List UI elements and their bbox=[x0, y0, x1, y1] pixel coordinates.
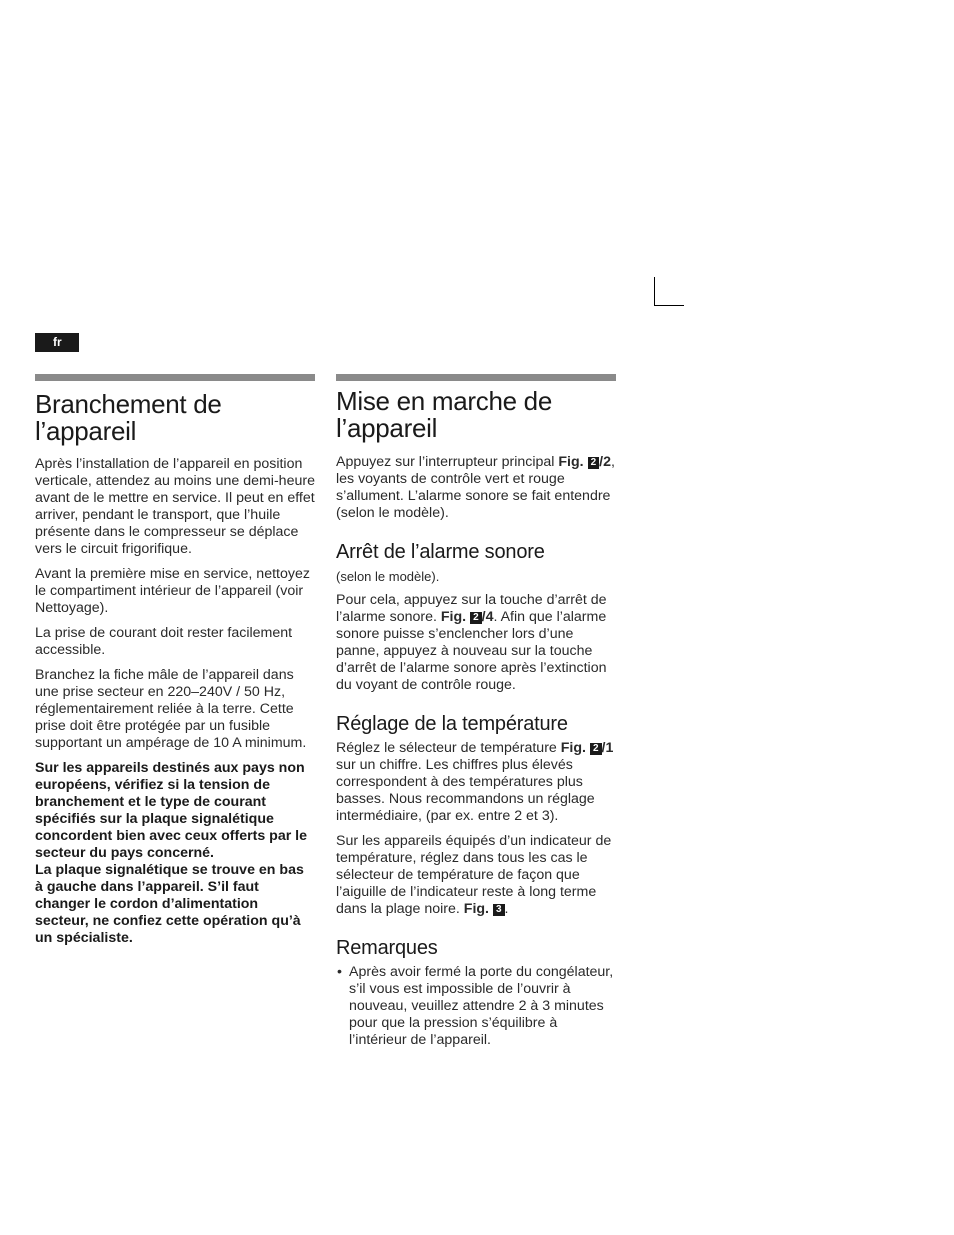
fig-label: Fig. bbox=[560, 740, 590, 756]
fig-label: Fig. bbox=[440, 609, 471, 625]
paragraph: Sur les appareils équipés d’un indicateur de température, réglez dans tous les cas le sélecteur de température de façon que l’aiguille de l’indicateur reste à long terme dans la plage noire. Fig. 3 . bbox=[336, 833, 612, 917]
subsection-heading: Arrêt de l’alarme sonore bbox=[336, 541, 545, 563]
fig-ref: /1 bbox=[601, 740, 614, 756]
subsection-temperature bbox=[336, 713, 616, 918]
fig-ref: /2 bbox=[599, 454, 611, 470]
crop-mark-horizontal bbox=[654, 305, 684, 306]
fig-label: Fig. bbox=[463, 901, 493, 917]
model-note: (selon le modèle). bbox=[336, 569, 440, 584]
fig-label: Fig. bbox=[558, 454, 588, 470]
figure-number: 2 bbox=[588, 457, 600, 469]
figure-number: 2 bbox=[470, 612, 482, 624]
section-rule bbox=[336, 374, 616, 381]
crop-mark-vertical bbox=[654, 277, 655, 305]
list-item: • Après avoir fermé la porte du congélateur, s’il vous est impossible de l’ouvrir à nouveau, veuillez attendre 2 à 3 minutes pour que la pression s’équilibre à l’intérieur de l’appareil. bbox=[336, 964, 616, 1049]
paragraph: Avant la première mise en service, nettoyez le compartiment intérieur de l’appareil (voir Nettoyage). bbox=[35, 566, 310, 616]
language-tag: fr bbox=[35, 333, 79, 352]
figure-number: 3 bbox=[493, 904, 505, 916]
paragraph: Après l’installation de l’appareil en position verticale, attendez au moins une demi-heure avant de le mettre en service. Il peut en effet arriver, pendant le transport, que l’huile présente dans le compresseur se déplace vers le circuit frigorifique. bbox=[35, 456, 315, 557]
paragraph: Réglez le sélecteur de température Fig. 2 /1 sur un chiffre. Les chiffres plus élevés correspondent à des températures plus basses. Nous recommandons un réglage intermédiaire, (par ex. entre 2 et 3). bbox=[336, 740, 614, 824]
figure-number: 2 bbox=[590, 743, 602, 755]
left-column bbox=[35, 374, 315, 947]
warning-paragraph: Sur les appareils destinés aux pays non européens, vérifiez si la tension de branchement et le type de courant spécifiés sur la plaque signalétique concordent bien avec ceux offerts par le secteur du pays concerné. bbox=[35, 760, 308, 861]
subsection-alarm bbox=[336, 541, 616, 694]
fig-ref: /4 bbox=[481, 609, 494, 625]
subsection-heading: Réglage de la température bbox=[336, 713, 568, 735]
paragraph: Pour cela, appuyez sur la touche d’arrêt de l’alarme sonore. Fig. 2 /4. Afin que l’alarme sonore puisse s’enclencher lors d’une panne, appuyez à nouveau sur la touche d’arrêt de l’alarme sonore après l’extinction du voyant de contrôle rouge. bbox=[336, 592, 607, 693]
right-column bbox=[336, 374, 616, 1049]
paragraph: Appuyez sur l’interrupteur principal Fig. 2 /2, les voyants de contrôle vert et rouge s’allument. L’alarme sonore se fait entendre (selon le modèle). bbox=[336, 454, 615, 521]
section-title-mise-en-marche: Mise en marche de l’appareil bbox=[336, 386, 553, 443]
subsection-heading: Remarques bbox=[336, 937, 438, 959]
remarks-list bbox=[336, 964, 616, 1049]
section-title-branchement: Branchement de l’appareil bbox=[35, 389, 222, 446]
section-rule bbox=[35, 374, 315, 381]
warning-paragraph: La plaque signalétique se trouve en bas à gauche dans l’appareil. S’il faut changer le cordon d’alimentation secteur, ne confiez cette opération qu’à un spécialiste. bbox=[35, 862, 304, 946]
paragraph: Branchez la fiche mâle de l’appareil dans une prise secteur en 220–240V / 50 Hz, réglementairement reliée à la terre. Cette prise doit être protégée par un fusible supportant un ampérage de 10 A minimum. bbox=[35, 667, 307, 751]
paragraph: La prise de courant doit rester facilement accessible. bbox=[35, 625, 293, 658]
subsection-remarks bbox=[336, 937, 616, 1049]
